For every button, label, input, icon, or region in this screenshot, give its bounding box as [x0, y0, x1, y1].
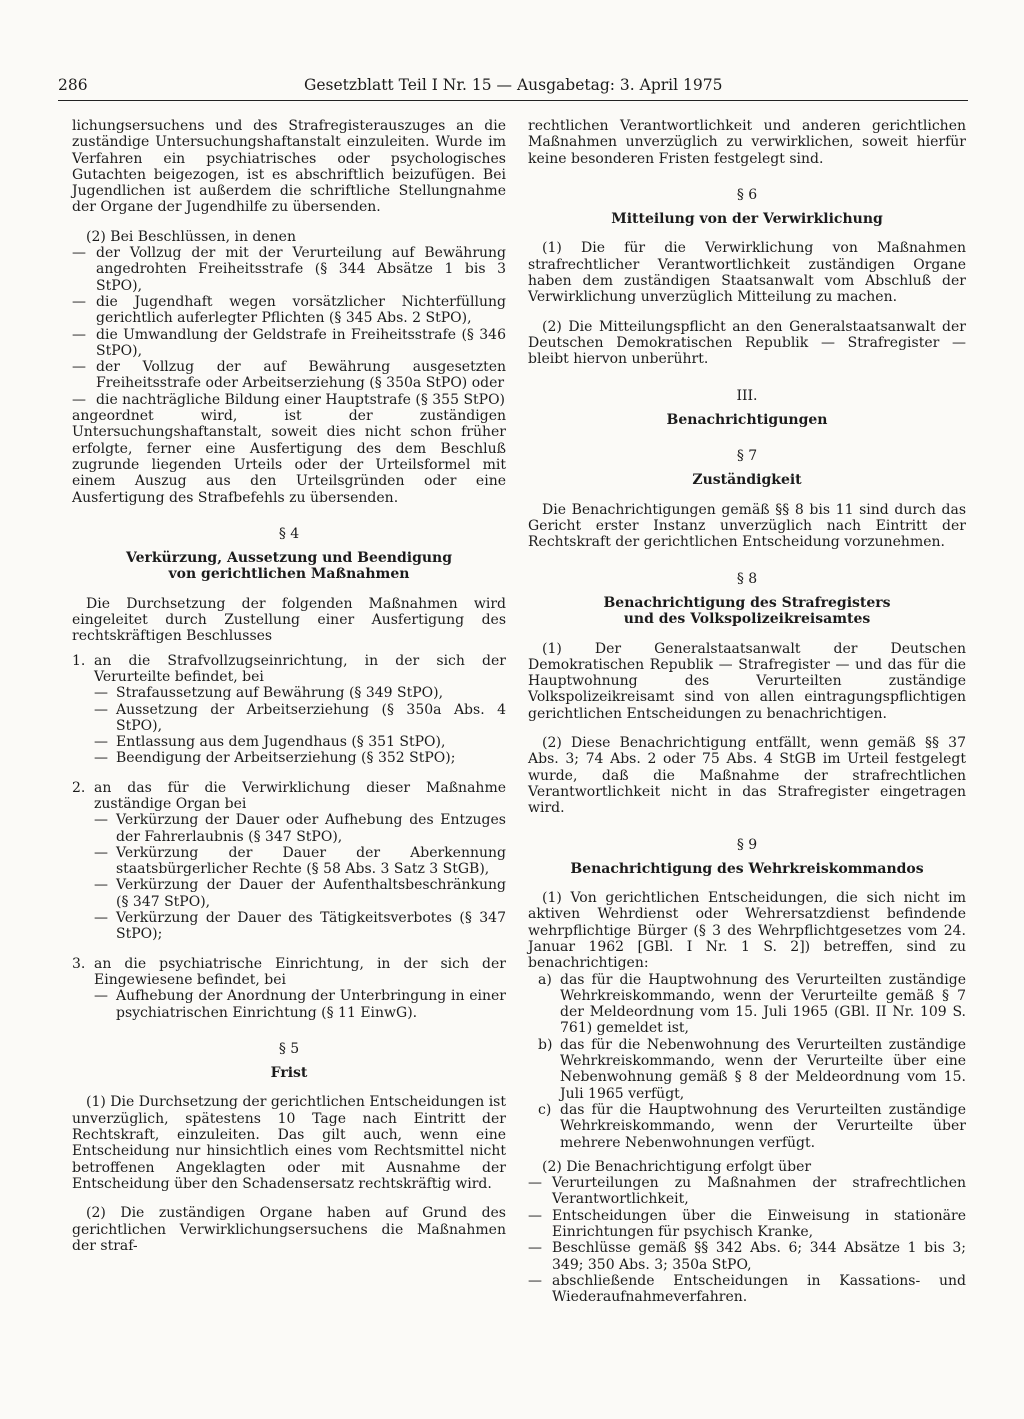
item-text: an das für die Verwirklichung dieser Maßnahme zuständige Organ bei [94, 779, 506, 812]
list-item: — Beschlüsse gemäß §§ 342 Abs. 6; 344 Absätze 1 bis 3; 349; 350 Abs. 3; 350a StPO, [528, 1240, 966, 1273]
section-number: § 8 [736, 570, 758, 587]
paragraph: (1) Die für die Verwirklichung von Maßnahmen strafrechtlicher Verantwortlichkeit zuständigen Organe haben dem zuständigen Staatsanwalt vom Abschluß der Verwirklichung unverzüglich Mitteilung zu machen. [528, 240, 966, 306]
list-item: — Verkürzung der Dauer der Aufenthaltsbeschränkung (§ 347 StPO), [94, 877, 506, 910]
list-item-text: Beschlüsse gemäß §§ 342 Abs. 6; 344 Absätze 1 bis 3; 349; 350 Abs. 3; 350a StPO, [552, 1240, 966, 1273]
list-item: — der Vollzug der mit der Verurteilung auf Bewährung angedrohten Freiheitsstrafe (§ 344 Absätze 1 bis 3 StPO), [72, 245, 506, 294]
list-item: — Verurteilungen zu Maßnahmen der strafrechtlichen Verantwortlichkeit, [528, 1175, 966, 1208]
list-item-text: Verkürzung der Dauer oder Aufhebung des Entzuges der Fahrerlaubnis (§ 347 StPO), [116, 812, 506, 845]
paragraph: (2) Bei Beschlüssen, in denen [86, 228, 296, 245]
list-item-text: Beendigung der Arbeitserziehung (§ 352 StPO); [116, 750, 456, 767]
paragraph: (1) Der Generalstaatsanwalt der Deutschen Demokratischen Republik — Strafregister — und das für die Hauptwohnung des Verurteilten zuständige Volkspolizeikreisamt sind von allen eintragungspflichtigen gerichtlichen Entscheidungen zu benachrichtigen. [528, 640, 966, 722]
numbered-item [72, 653, 506, 686]
paragraph: lichungsersuchens und des Strafregisterauszuges an die zuständige Untersuchungshaftanstalt einzuleiten. Wurde im Verfahren ein psychiatrisches oder psychologisches Gutachten beigezogen, ist es abschriftlich beizufügen. Bei Jugendlichen ist außerdem die schriftliche Stellungnahme der Organe der Jugendhilfe zu übersenden. [72, 118, 506, 216]
paragraph: Die Durchsetzung der folgenden Maßnahmen wird eingeleitet durch Zustellung einer Ausfertigung des rechtskräftigen Beschlusses [72, 595, 506, 645]
paragraph: (2) Die Mitteilungspflicht an den Generalstaatsanwalt der Deutschen Demokratischen Republik — Strafregister — bleibt hiervon unberührt. [528, 318, 966, 368]
list-item-text: Entlassung aus dem Jugendhaus (§ 351 StPO), [116, 734, 446, 751]
list-item: — Beendigung der Arbeitserziehung (§ 352 StPO); [94, 750, 506, 766]
running-head: Gesetzblatt Teil I Nr. 15 — Ausgabetag: 3. April 1975 [304, 76, 723, 94]
item-letter: a) [538, 971, 552, 988]
item-number: 1. [72, 652, 86, 669]
section-title: Mitteilung von der Verwirklichung [611, 211, 883, 228]
list-item: — der Vollzug der auf Bewährung ausgesetzten Freiheitsstrafe oder Arbeitserziehung (§ 350a StPO) oder [72, 359, 506, 392]
section-number: § 5 [278, 1040, 300, 1057]
paragraph: (2) Diese Benachrichtigung entfällt, wenn gemäß §§ 37 Abs. 3; 74 Abs. 2 oder 75 Abs. 4 StGB im Urteil festgelegt wurde, daß die Maßnahme der strafrechtlichen Verantwortlichkeit nicht in das Strafregister eingetragen wird. [528, 735, 966, 817]
paragraph: rechtlichen Verantwortlichkeit und anderen gerichtlichen Maßnahmen unverzüglich zu verwirklichen, soweit hierfür keine besonderen Fristen festgelegt sind. [528, 118, 966, 167]
list-item-text: der Vollzug der mit der Verurteilung auf Bewährung angedrohten Freiheitsstrafe (§ 344 Absätze 1 bis 3 StPO), [96, 245, 506, 294]
list-item: — Verkürzung der Dauer oder Aufhebung des Entzuges der Fahrerlaubnis (§ 347 StPO), [94, 812, 506, 845]
list-item: — Aufhebung der Anordnung der Unterbringung in einer psychiatrischen Einrichtung (§ 11 EinwG). [94, 988, 506, 1021]
numbered-item [72, 956, 506, 989]
section-title: Frist [270, 1065, 308, 1082]
list-item: — Aussetzung der Arbeitserziehung (§ 350a Abs. 4 StPO), [94, 701, 506, 734]
paragraph: (2) Die zuständigen Organe haben auf Grund des gerichtlichen Verwirklichungsersuchens die Maßnahmen der straf- [72, 1205, 506, 1254]
numbered-item [72, 780, 506, 813]
list-item-text: abschließende Entscheidungen in Kassations- und Wiederaufnahmeverfahren. [552, 1272, 966, 1306]
item-text: an die Strafvollzugseinrichtung, in der sich der Verurteilte befindet, bei [94, 652, 506, 685]
section-title: von gerichtlichen Maßnahmen [168, 566, 410, 583]
list-item-text: die Umwandlung der Geldstrafe in Freiheitsstrafe (§ 346 StPO), [96, 326, 506, 359]
section-number: § 9 [736, 836, 758, 853]
paragraph: angeordnet wird, ist der zuständigen Untersuchungshaftanstalt, soweit dies nicht schon früher erfolgte, ferner eine Ausfertigung des dem Beschluß zugrunde liegenden Urteils oder der Urteilsformel mit einem Auszug aus den Urteilsgründen oder eine Ausfertigung des Strafbefehls zu übersenden. [72, 408, 506, 506]
paragraph: (1) Die Durchsetzung der gerichtlichen Entscheidungen ist unverzüglich, spätestens 10 Tage nach Eintritt der Rechtskraft, einzuleiten. Das gilt auch, wenn eine Entscheidung nur hinsichtlich eines vom Rechtsmittel nicht betroffenen Angeklagten oder mit Ausnahme der Entscheidung über den Schadensersatz rechtskräftig wird. [72, 1094, 506, 1192]
running-header [58, 76, 968, 101]
list-item-text: Verkürzung der Dauer der Aufenthaltsbeschränkung (§ 347 StPO), [116, 877, 506, 910]
paragraph: (2) Die Benachrichtigung erfolgt über [542, 1158, 812, 1175]
part-title: Benachrichtigungen [666, 411, 828, 428]
page-number: 286 [58, 76, 88, 94]
list-item-text: Entscheidungen über die Einweisung in stationäre Einrichtungen für psychisch Kranke, [552, 1207, 966, 1241]
lettered-item [538, 1102, 966, 1151]
section-title: Zuständigkeit [692, 472, 802, 489]
item-number: 3. [72, 955, 86, 972]
dash-list [72, 245, 506, 408]
list-item-text: Verkürzung der Dauer der Aberkennung staatsbürgerlicher Rechte (§ 58 Abs. 3 Satz 3 StGB), [116, 844, 506, 878]
list-item: — Entlassung aus dem Jugendhaus (§ 351 StPO), [94, 734, 506, 750]
list-item: — Verkürzung der Dauer der Aberkennung staatsbürgerlicher Rechte (§ 58 Abs. 3 Satz 3 StGB), [94, 844, 506, 878]
item-text: an die psychiatrische Einrichtung, in der sich der Eingewiesene befindet, bei [94, 955, 506, 988]
section-title: Verkürzung, Aussetzung und Beendigung [126, 550, 452, 567]
lettered-item [538, 1037, 966, 1102]
list-item-text: Verurteilungen zu Maßnahmen der strafrechtlichen Verantwortlichkeit, [552, 1175, 966, 1208]
list-item: — die Umwandlung der Geldstrafe in Freiheitsstrafe (§ 346 StPO), [72, 326, 506, 359]
section-number: § 7 [736, 448, 758, 465]
item-text: das für die Nebenwohnung des Verurteilten zuständige Wehrkreiskommando, wenn der Verurteilte über eine Nebenwohnung gemäß § 8 der Meldeordnung vom 15. Juli 1965 verfügt, [560, 1036, 966, 1102]
list-item: — Strafaussetzung auf Bewährung (§ 349 StPO), [94, 685, 506, 701]
list-item: — Entscheidungen über die Einweisung in stationäre Einrichtungen für psychisch Kranke, [528, 1207, 966, 1241]
paragraph: (1) Von gerichtlichen Entscheidungen, die sich nicht im aktiven Wehrdienst oder Wehrersatzdienst befindende wehrpflichtige Bürger (§ 3 des Wehrpflichtgesetzes vom 24. Januar 1962 [GBl. I Nr. 1 S. 2]) betreffen, sind zu benachrichtigen: [528, 890, 966, 972]
item-number: 2. [72, 779, 86, 796]
right-column [528, 118, 966, 1306]
section-title: Benachrichtigung des Strafregisters [603, 594, 891, 611]
list-item-text: Aufhebung der Anordnung der Unterbringung in einer psychiatrischen Einrichtung (§ 11 EinwG). [116, 988, 506, 1021]
list-item: — Verkürzung der Dauer des Tätigkeitsverbotes (§ 347 StPO); [94, 910, 506, 943]
list-item: — die Jugendhaft wegen vorsätzlicher Nichterfüllung gerichtlich auferlegter Pflichten (§ 345 Abs. 2 StPO), [72, 293, 506, 327]
list-item-text: Verkürzung der Dauer des Tätigkeitsverbotes (§ 347 StPO); [116, 910, 506, 943]
item-text: das für die Hauptwohnung des Verurteilten zuständige Wehrkreiskommando, wenn der Verurteilte gemäß § 7 der Meldeordnung vom 15. Juli 1965 (GBl. II Nr. 109 S. 761) gemeldet ist, [560, 971, 966, 1037]
paragraph: Die Benachrichtigungen gemäß §§ 8 bis 11 sind durch das Gericht erster Instanz unverzüglich nach Eintritt der Rechtskraft der gerichtlichen Entscheidung vorzunehmen. [528, 501, 966, 551]
list-item-text: Strafaussetzung auf Bewährung (§ 349 StPO), [116, 685, 444, 702]
list-item-text: die nachträgliche Bildung einer Hauptstrafe (§ 355 StPO) [96, 391, 506, 408]
list-item: — die nachträgliche Bildung einer Hauptstrafe (§ 355 StPO) [72, 391, 506, 408]
section-number: § 4 [278, 525, 300, 542]
list-item: — abschließende Entscheidungen in Kassations- und Wiederaufnahmeverfahren. [528, 1272, 966, 1306]
item-text: das für die Hauptwohnung des Verurteilten zuständige Wehrkreiskommando, wenn der Verurteilte über mehrere Nebenwohnungen verfügt. [560, 1101, 966, 1151]
lettered-item [538, 972, 966, 1037]
part-number: III. [736, 387, 758, 404]
list-item-text: Aussetzung der Arbeitserziehung (§ 350a Abs. 4 StPO), [116, 701, 506, 734]
section-number: § 6 [736, 186, 758, 203]
left-column [72, 118, 506, 1254]
item-letter: b) [538, 1036, 553, 1053]
section-title: Benachrichtigung des Wehrkreiskommandos [570, 860, 924, 877]
item-letter: c) [538, 1101, 552, 1118]
list-item-text: die Jugendhaft wegen vorsätzlicher Nichterfüllung gerichtlich auferlegter Pflichten (§ 345 Abs. 2 StPO), [96, 293, 506, 327]
list-item-text: der Vollzug der auf Bewährung ausgesetzten Freiheitsstrafe oder Arbeitserziehung (§ 350a StPO) oder [96, 359, 506, 392]
section-title: und des Volkspolizeikreisamtes [623, 611, 871, 628]
